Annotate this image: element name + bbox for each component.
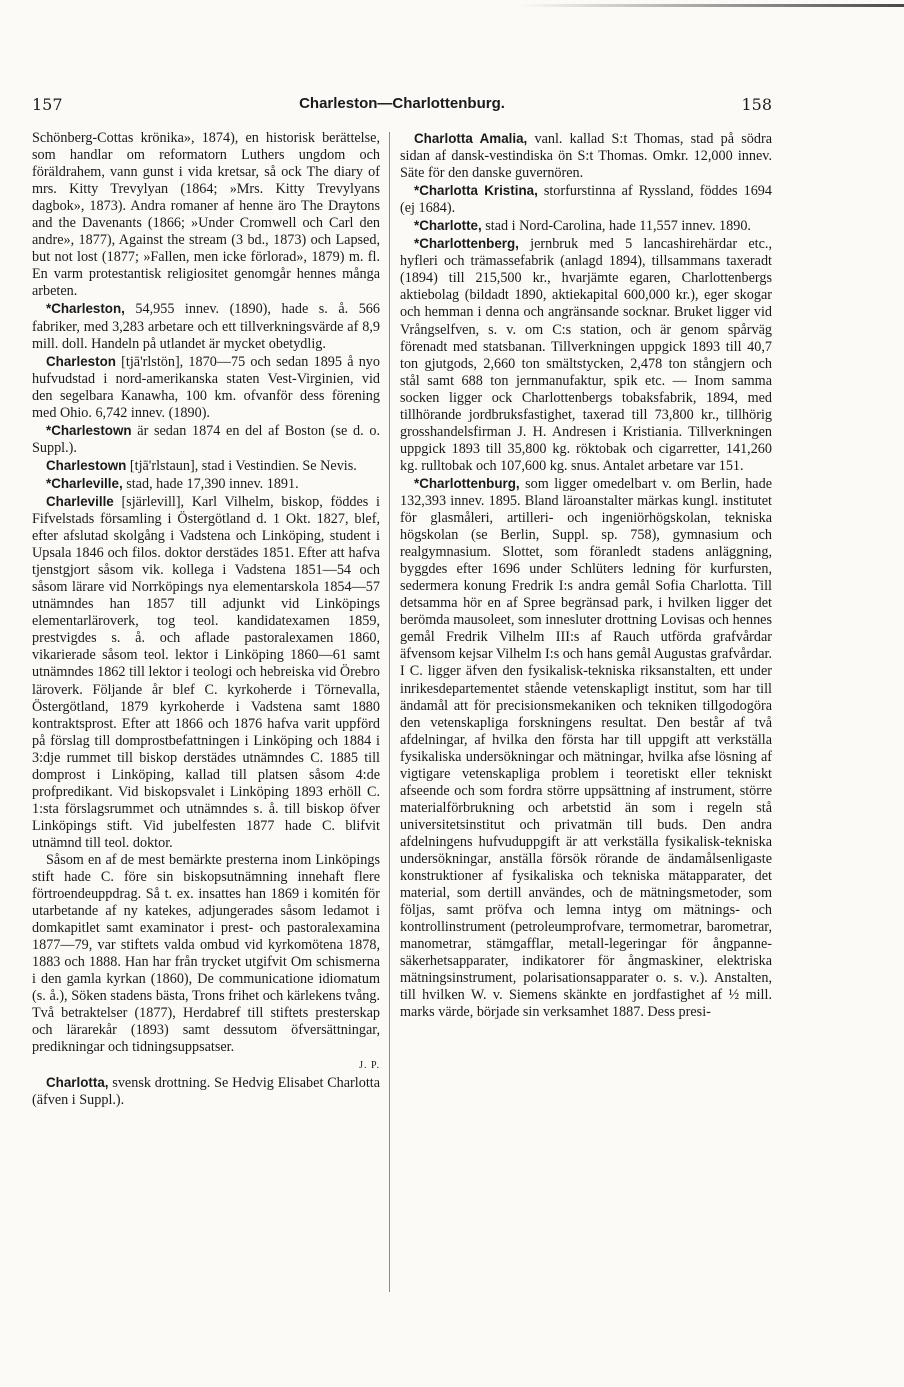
author-signature: J. P. [359,1059,380,1071]
entry-text: 54,955 innev. (1890), hade s. å. 566 fabriker, med 3,283 arbetare och ett tillverkningsvärde af 8,9 mill. doll. Handeln på utlandet är mycket obetydlig. [32,301,380,352]
running-title: Charleston—Charlottenburg. [299,95,505,112]
entry-text: stad i Nord-Carolina, hade 11,557 innev. 1890. [481,218,751,235]
entry-charleville-continued [32,852,380,1074]
entry-text: storfurstinna af Ryssland, föddes 1694 (ej 1684). [400,183,772,217]
entry-charlotta-kristina [400,182,772,217]
entry-charleston-1 [32,300,380,352]
entry-charlottenberg [400,235,772,475]
entry-headword: *Charlottenberg, [414,236,519,252]
entry-text: är sedan 1874 en del af Boston (se d. o. Suppl.). [32,422,380,456]
entry-charleston-2 [32,353,380,422]
entry-text: Såsom en af de mest bemärkte presterna inom Linköpings stift hade C. före sin biskopsutnämning innehaft flere förtroendeuppdrag. Så t. ex. insattes han 1869 i komitén för utarbetande af ny katekes, adjungerades såsom ledamot i domkapitlet samt examinator i prest- och pastoralexamina 1877—79, var stiftets valda ombud vid kyrkomötena 1878, 1883 och 1888. Han har från trycket utgifvit Om schismerna i den gamla kyrkan (1860), De communicatione idiomatum (s. å.), Söken stadens bästa, Trons frihet och kärlekens tvång. Två betraktelser (1877), Herdabref till stiftets presterskap och lärarekår (1893) samt dessutom öfversättningar, predikningar och tidningsuppsatser. [32,851,380,1056]
entry-headword: Charlotta, [46,1074,109,1090]
entry-charlestown-1 [32,422,380,457]
entry-charlotta [32,1074,380,1109]
page-number-left: 157 [32,95,63,114]
right-column [400,130,772,1290]
entry-headword: Charleville [46,493,114,509]
entry-charleville-2 [32,493,380,852]
entry-text: jernbruk med 5 lancashirehärdar etc., hyfleri och trämassefabrik (anlagd 1894), tillsammans taxeradt (1894) till 215,500 kr., hvarjämte egaren, Charlottenbergs aktiebolag (bildadt 1890, aktiekapital 600,000 kr.), eger skogar och hemman i denna och angränsande socknar. Bruket ligger vid Vrångselfven, s. v. om C:s station, och är genom spårväg förenadt med statsbanan. Tillverkningen uppgick 1893 till 40,7 ton gjutgods, 2,660 ton smältstycken, 2,478 ton stångjern och stål samt 688 ton jernmanufaktur, spik etc. — Inom samma socken ligger ock Charlottenbergs tobaksfabrik, 1894, med tillhörande jordbruksfastighet, taxerad till 73,800 kr., tillhörig grosshandelsfirman J. H. Andresen i Kristiania. Tillverkningen uppgick 1893 till 35,800 kg. röktobak och cigarretter, 141,260 kg. rulltobak och 107,600 kg. snus. Antalet arbetare var 151. [400,236,772,474]
entry-headword: *Charlestown [46,422,132,438]
entry-text: [tjā'rlstön], 1870—75 och sedan 1895 å nyo hufvudstad i nord-amerikanska staten Vest-Virginien, vid den segelbara Kanawha, 100 km. ofvanför dess förening med Ohio. 6,742 innev. (1890). [32,353,380,421]
entry-text: [sjärlevill], Karl Vilhelm, biskop, föddes i Fifvelstads församling i Östergötland d. 1 Okt. 1827, blef, efter afslutad skolgång i Vadstena och Linköping, student i Upsala 1846 och filos. doktor derstädes 1851. Efter att hafva tjenstgjort såsom vik. kollega i Vadstena 1851—54 och såsom lärare vid Norrköpings nya elementarskola 1854—57 utnämndes han 1857 till adjunkt vid Linköpings elementarläroverk, tog teol. kandidatexamen 1859, prestvigdes s. å. och aflade pastoralexamen 1860, vikarierade såsom teol. lektor i Linköping 1860—61 samt utnämndes 1862 till lektor i teologi och hebreiska vid Örebro läroverk. Följande år blef C. kyrkoherde i Törnevalla, Östergötland, 1879 kyrkoherde i Vadstena samt 1880 kontraktsprost. Efter att 1866 och 1876 hafva varit uppförd på förslag till domprostbefattningen i Linköping och 1884 i 3:dje rummet till biskop derstädes utnämndes C. 1885 till domprost i Linköping, kallad till platsen såsom 4:de profpredikant. Vid biskopsvalet i Linköping 1893 erhöll C. 1:sta förslagsrummet och utnämndes s. å. till biskop öfver Linköpings stift. Vid jubelfesten 1877 hade C. blifvit utnämnd till teol. doktor. [32,493,380,851]
entry-text: stad, hade 17,390 innev. 1891. [122,475,299,492]
page-header [32,95,772,119]
entry-charlotta-amalia [400,130,772,182]
continued-paragraph: Schönberg-Cottas krönika», 1874), en historisk berättelse, som handlar om reformatorn Luthers ungdom och föräldrahem, vann gunst i vida kretsar, så ock The diary of mrs. Kitty Trevylyan (1864; »Mrs. Kitty Trevylyans dagbok», 1873). Andra romaner af henne äro The Draytons and the Davenants (1866; »Under Cromwell och Carl den andre», 1877), Against the stream (3 bd., 1873) och Lapsed, but not lost (1877; »Fallen, men icke förlorad», 1879) m. fl. En varm protestantisk religiositet genomgår hennes många arbeten. [32,130,380,300]
entry-headword: *Charlotte, [414,218,482,234]
entry-headword: Charleston [46,353,116,369]
left-column [32,130,380,1290]
entry-text: vanl. kallad S:t Thomas, stad på södra sidan af dansk-vestindiska ön S:t Thomas. Omkr. 12,000 innev. Säte för den danske guvernören. [400,131,772,182]
entry-charlotte [400,217,772,235]
entry-headword: Charlotta Amalia, [414,131,528,146]
entry-headword: *Charleston, [46,301,125,317]
entry-charlottenburg [400,475,772,1022]
entry-text: svensk drottning. Se Hedvig Elisabet Charlotta (äfven i Suppl.). [32,1074,380,1108]
entry-headword: *Charlottenburg, [414,475,520,491]
page-number-right: 158 [741,95,772,114]
column-divider [389,132,390,1292]
entry-headword: *Charleville, [46,475,123,491]
entry-headword: *Charlotta Kristina, [414,183,538,199]
entry-charlestown-2 [32,457,380,475]
entry-text: som ligger omedelbart v. om Berlin, hade 132,393 innev. 1895. Bland läroanstalter märkas kungl. institutet för glasmåleri, artilleri- och ingeniörhögskolan, tekniska högskolan (se Berlin, Suppl. sp. 758), gymnasium och realgymnasium. Slottet, som föranledt stadens anläggning, byggdes efter 1696 under Schlüters ledning för kurfursten, sedermera konung Fredrik I:s andra gemål Sofia Charlotta. Till detsamma hör en af Spree begränsad park, i hvilken ligger det berömda mausoleet, som innesluter drottning Lovisas och hennes gemål Fredrik Vilhelm III:s af Rauch utförda grafvårdar äfvensom kejsar Vilhelm I:s och hans gemål Augustas grafvårdar. I C. ligger äfven den fysikalisk-tekniska riksanstalten, ett under inrikesdepartementet stående vetenskapligt institut, som har till ändamål att för precisionsmekaniken och tekniken tillgodogöra den vetenskapliga forskningens resultat. Den består af två afdelningar, af hvilka den första har till uppgift att verkställa fysikaliska undersökningar och mätningar, hvilka afse lösning af vigtigare vetenskapliga problem i teoretiskt eller tekniskt afseende och som fordra större uppsättning af instrument, större materialförbrukning och arbetstid än som i regeln stå universitetsinstitut och privatmän till buds. Den andra afdelningens hufvuduppgift är att verkställa fysikalisk-tekniska undersökningar, anställa försök rörande de ändamålsenligaste konstruktioner af fysikaliska och tekniska mätapparater, det material, som dertill användes, och de mätningsmetoder, som följas, samt pröfva och lemna intyg om mätnings- och kontrollinstrument (petroleumprofvare, termometrar, barometrar, manometrar, stämgafflar, metall-legeringar för ångpanne-säkerhetsapparater, indikatorer för ångmaskiner, elektriska mätningsinstrument, polarisationsapparater o. s. v.). Anstalten, till hvilken W. v. Siemens skänkte en jordfastighet af ½ mill. marks värde, började sin verksamhet 1887. Dess presi- [400,475,772,1021]
entry-charleville-1 [32,475,380,493]
scan-edge-line [520,4,904,7]
entry-text: [tjā'rlstaun], stad i Vestindien. Se Nevis. [126,457,357,474]
entry-headword: Charlestown [46,457,127,473]
